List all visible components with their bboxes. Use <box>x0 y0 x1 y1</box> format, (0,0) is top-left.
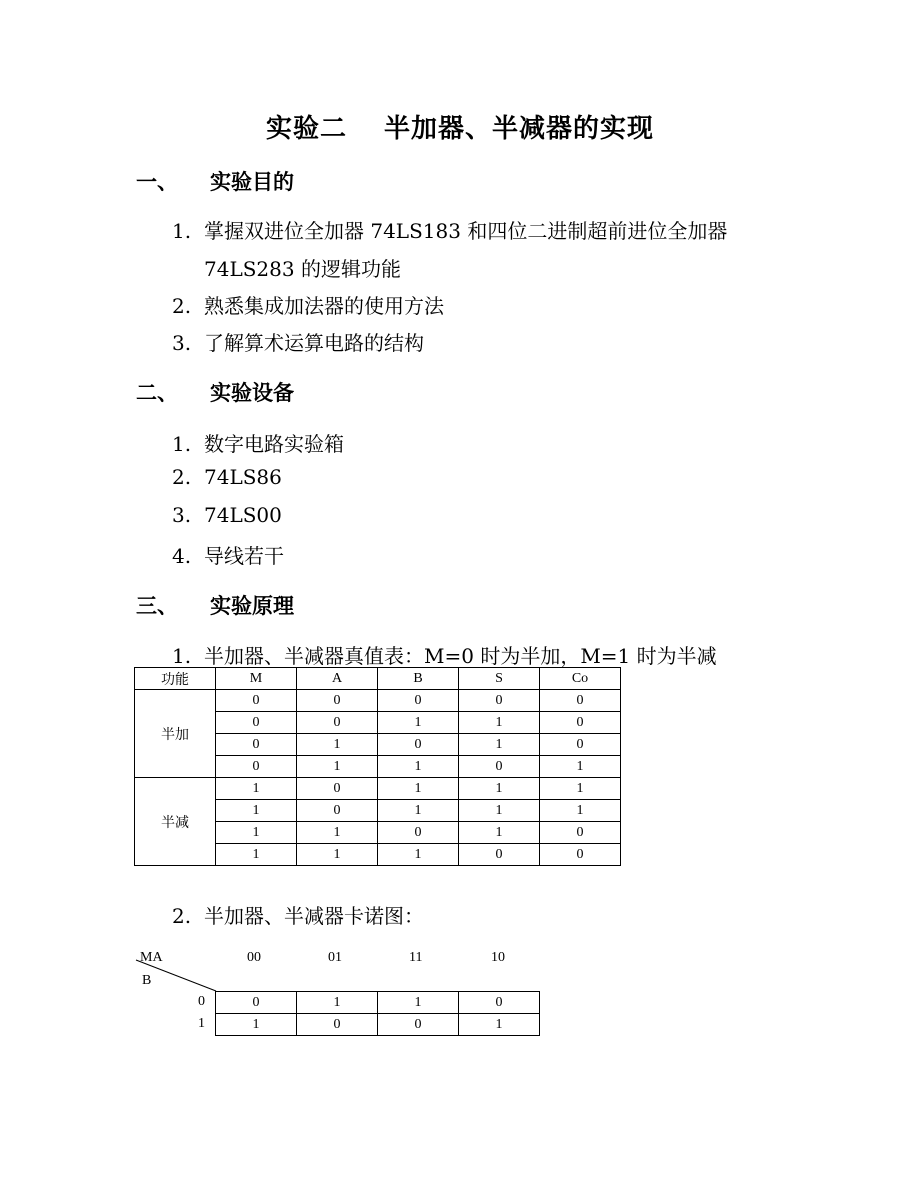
kmap-cell: 1 <box>297 992 378 1014</box>
kmap-row-label: 1 <box>198 1016 205 1031</box>
truth-table <box>134 667 621 866</box>
item-number: 4. <box>172 544 192 568</box>
table-row <box>135 690 621 712</box>
section-1-item-3 <box>172 327 424 356</box>
header-cell: S <box>459 668 540 690</box>
section-1-item-2 <box>172 290 444 319</box>
kmap-col-header: 00 <box>247 950 261 965</box>
section-2-number: 二、 <box>136 380 178 405</box>
kmap-row-label: 0 <box>198 994 205 1009</box>
table-cell: 0 <box>378 822 459 844</box>
section-2-item-1 <box>172 428 344 457</box>
table-cell: 1 <box>297 822 378 844</box>
page-title: 实验二 半加器、半减器的实现 <box>265 114 655 144</box>
table-cell: 1 <box>540 756 621 778</box>
table-cell: 1 <box>378 778 459 800</box>
kmap-col-header: 01 <box>328 950 342 965</box>
table-cell: 0 <box>216 712 297 734</box>
table-cell: 0 <box>297 712 378 734</box>
table-cell: 1 <box>216 822 297 844</box>
table-cell: 1 <box>459 800 540 822</box>
item-number: 1. <box>172 219 192 243</box>
section-1-number: 一、 <box>136 169 178 194</box>
table-cell: 1 <box>216 778 297 800</box>
item-text: 了解算术运算电路的结构 <box>204 331 424 355</box>
item-text: 数字电路实验箱 <box>204 432 344 456</box>
table-cell: 1 <box>459 822 540 844</box>
table-cell: 0 <box>540 690 621 712</box>
table-cell: 0 <box>378 734 459 756</box>
section-1-item-1 <box>172 215 727 244</box>
table-cell: 1 <box>297 756 378 778</box>
table-cell: 0 <box>216 734 297 756</box>
table-cell: 0 <box>459 844 540 866</box>
header-cell: B <box>378 668 459 690</box>
kmap-corner-top-label: MA <box>140 950 163 965</box>
section-3-item-2 <box>172 900 424 929</box>
header-cell: M <box>216 668 297 690</box>
table-cell: 1 <box>297 844 378 866</box>
item-text: 74LS86 <box>204 465 282 489</box>
kmap-cell: 1 <box>459 1014 540 1036</box>
item-number: 2. <box>172 465 192 489</box>
section-3-item-1 <box>172 640 717 669</box>
item-text: 74LS00 <box>204 503 282 527</box>
kmap-col-header: 11 <box>409 950 423 965</box>
kmap-row <box>216 1014 540 1036</box>
kmap-cell: 0 <box>297 1014 378 1036</box>
item-text: 掌握双进位全加器 74LS183 和四位二进制超前进位全加器 <box>204 219 728 243</box>
kmap-cell: 0 <box>459 992 540 1014</box>
item-text: 熟悉集成加法器的使用方法 <box>204 294 444 318</box>
table-cell: 0 <box>540 844 621 866</box>
kmap-row <box>216 992 540 1014</box>
item-number: 2. <box>172 294 192 318</box>
table-cell: 1 <box>378 844 459 866</box>
item-number: 2. <box>172 904 192 928</box>
section-2-item-2 <box>172 465 282 489</box>
item-number: 1. <box>172 432 192 456</box>
section-2-item-3 <box>172 503 282 527</box>
table-cell: 1 <box>459 712 540 734</box>
item-text: 导线若干 <box>204 544 284 568</box>
group-label-half-adder: 半加 <box>135 690 216 778</box>
kmap-cell: 1 <box>216 1014 297 1036</box>
section-2-title: 实验设备 <box>210 380 294 405</box>
table-row <box>135 778 621 800</box>
group-label-half-subtractor: 半减 <box>135 778 216 866</box>
table-cell: 1 <box>297 734 378 756</box>
table-cell: 1 <box>378 756 459 778</box>
item-text: 半加器、半减器真值表：M=0 时为半加，M=1 时为半减 <box>204 644 717 668</box>
table-cell: 0 <box>216 756 297 778</box>
table-cell: 1 <box>378 800 459 822</box>
header-cell: Co <box>540 668 621 690</box>
item-number: 3. <box>172 503 192 527</box>
section-3-number: 三、 <box>136 593 178 618</box>
table-cell: 0 <box>216 690 297 712</box>
table-cell: 0 <box>378 690 459 712</box>
table-header-row <box>135 668 621 690</box>
table-cell: 1 <box>540 778 621 800</box>
table-cell: 1 <box>459 734 540 756</box>
header-cell: A <box>297 668 378 690</box>
section-1-title: 实验目的 <box>210 169 294 194</box>
section-2-item-4 <box>172 540 284 569</box>
table-cell: 1 <box>378 712 459 734</box>
table-cell: 1 <box>216 844 297 866</box>
table-cell: 1 <box>459 778 540 800</box>
kmap-cell: 0 <box>216 992 297 1014</box>
table-cell: 0 <box>540 822 621 844</box>
kmap-cell: 1 <box>378 992 459 1014</box>
item-number: 3. <box>172 331 192 355</box>
table-cell: 0 <box>297 800 378 822</box>
table-cell: 0 <box>297 690 378 712</box>
kmap-col-header: 10 <box>491 950 505 965</box>
table-cell: 0 <box>459 756 540 778</box>
table-cell: 0 <box>459 690 540 712</box>
kmap-cell: 0 <box>378 1014 459 1036</box>
kmap-corner-bottom-label: B <box>142 973 152 988</box>
header-cell: 功能 <box>135 668 216 690</box>
item-number: 1. <box>172 644 192 668</box>
table-cell: 1 <box>216 800 297 822</box>
section-3-title: 实验原理 <box>210 593 294 618</box>
karnaugh-map <box>215 991 540 1036</box>
table-cell: 0 <box>297 778 378 800</box>
section-1-item-1-cont: 74LS283 的逻辑功能 <box>204 257 401 281</box>
table-cell: 0 <box>540 734 621 756</box>
table-cell: 1 <box>540 800 621 822</box>
table-cell: 0 <box>540 712 621 734</box>
item-text: 半加器、半减器卡诺图： <box>204 904 424 928</box>
